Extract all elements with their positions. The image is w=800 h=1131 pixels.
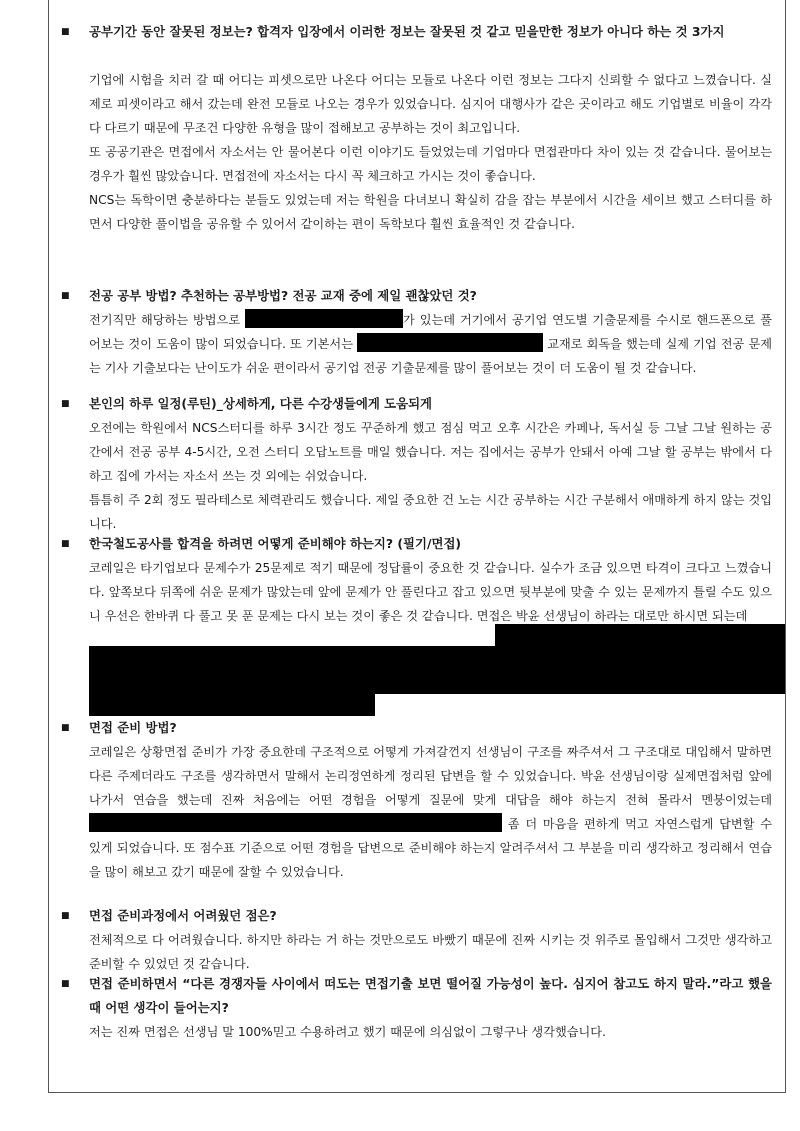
answer-body — [89, 1020, 772, 1044]
question-text: 면접 준비하면서 “다른 경쟁자들 사이에서 떠도는 면접기출 보면 떨어질 가능성이 높다. 심지어 참고도 하지 말라.”라고 했을 때 어떤 생각이 들어는지? — [89, 976, 772, 1015]
redaction-bar — [89, 813, 434, 832]
answer-text: 가 있는데 거기에서 공기업 연도별 기출문제를 수시로 핸드폰으로 풀어보는 것이 도움이 많이 되었습니다. 또 기본서는 — [89, 313, 773, 351]
bullet-icon: ■ — [61, 911, 70, 921]
question-text: 전공 공부 방법? 추천하는 공부방법? 전공 교재 중에 제일 괜찮았던 것? — [89, 288, 477, 303]
answer-text: 전기직만 해당하는 방법으로 — [89, 313, 246, 327]
bullet-icon: ■ — [61, 539, 70, 549]
answer-body — [89, 308, 772, 380]
question-text: 본인의 하루 일정(루틴)_상세하게, 다른 수강생들에게 도움되게 — [89, 396, 433, 411]
redaction-bar — [89, 646, 785, 694]
answer-paragraph: 오전에는 학원에서 NCS스터디를 하루 3시간 정도 꾸준하게 했고 점심 먹고 오후 시간은 카페나, 독서실 등 그날 그날 원하는 공간에서 전공 공부 4-5시간, 오전 스터디 오답노트를 매일 했습니다. 저는 집에서는 공부가 안돼서 아예 그날 할 공부는 밖에서 다 하고 집에 가서는 자소서 쓰는 것 외에는 쉬었습니다. — [89, 421, 772, 483]
answer-paragraph: 코레일은 타기업보다 문제수가 25문제로 적기 때문에 정답률이 중요한 것 같습니다. 실수가 조금 있으면 타격이 크다고 느꼈습니다. 앞쪽보다 뒤쪽에 쉬운 문제가 많았는데 앞에 문제가 안 풀린다고 잡고 있으면 뒷부분에 맞출 수 있는 문제까지 틀릴 수도 있으니 우선은 한바퀴 다 풀고 못 푼 문제는 다시 보는 것이 좋은 것 같습니다. 면접은 박윤 선생님이 하라는 대로만 하시면 되는데 — [89, 561, 772, 623]
page-frame — [48, 0, 786, 1093]
bullet-icon: ■ — [61, 291, 70, 301]
question-text: 면접 준비과정에서 어려웠던 점은? — [89, 908, 277, 923]
question-text: 면접 준비 방법? — [89, 720, 177, 735]
bullet-icon: ■ — [61, 723, 70, 733]
redaction-bar — [434, 813, 502, 832]
answer-text: 코레일은 상황면접 준비가 가장 중요한데 구조적으로 어떻게 가져갈껀지 선생님이 구조를 짜주셔서 그 구조대로 대입해서 말하면 다른 주제더라도 구조를 생각하면서 말해서 논리정연하게 정리된 답변을 할 수 있었습니다. 박윤 선생님이랑 실제면접처럼 앞에 나가서 연습을 했는데 진짜 처음에는 어떤 경험을 어떻게 질문에 맞게 대답을 해야 하는지 전혀 몰라서 멘붕이었는데 — [89, 745, 772, 807]
redaction-bar — [89, 694, 375, 716]
answer-body — [89, 68, 772, 236]
question-text: 공부기간 동안 잘못된 정보는? 합격자 입장에서 이러한 정보는 잘못된 것 같고 믿을만한 정보가 아니다 하는 것 3가지 — [89, 24, 725, 39]
answer-paragraph: NCS는 독학이면 충분하다는 분들도 있었는데 저는 학원을 다녀보니 확실히 감을 잡는 부분에서 시간을 세이브 했고 스터디를 하면서 다양한 풀이법을 공유할 수 있어서 같이하는 편이 독학보다 훨씬 효율적인 것 같습니다. — [89, 193, 772, 231]
answer-body — [89, 928, 772, 976]
answer-text: 좀 더 마음을 편하게 먹고 자연스럽게 답변할 수 있게 되었습니다. 또 점수표 기준으로 어떤 경험을 답변으로 준비해야 하는지 알려주셔서 그 부분을 미리 생각하고 정리해서 연습을 많이 해보고 갔기 때문에 잘할 수 있었습니다. — [89, 817, 772, 879]
redaction-bar — [245, 309, 403, 328]
answer-body — [89, 416, 772, 536]
answer-paragraph: 전체적으로 다 어려웠습니다. 하지만 하라는 거 하는 것만으로도 바빴기 때문에 진짜 시키는 것 위주로 몰입해서 그것만 생각하고 준비할 수 있었던 것 같습니다. — [89, 933, 772, 971]
answer-paragraph: 기업에 시험을 치러 갈 때 어디는 피셋으로만 나온다 어디는 모듈로 나온다 이런 정보는 그다지 신뢰할 수 없다고 느꼈습니다. 실제로 피셋이라고 해서 갔는데 완전 모듈로 나오는 경우가 있었습니다. 심지어 대행사가 같은 곳이라고 해도 기업별로 비율이 각각 다 다르기 때문에 무조건 다양한 유형을 많이 접해보고 공부하는 것이 최고입니다. — [89, 73, 772, 135]
question-text: 한국철도공사를 합격을 하려면 어떻게 준비해야 하는지? (필기/면접) — [89, 536, 462, 551]
answer-paragraph: 또 공공기관은 면접에서 자소서는 안 물어본다 이런 이야기도 들었었는데 기업마다 면접관마다 차이 있는 것 같습니다. 물어보는 경우가 훨씬 많았습니다. 면접전에 자소서는 다시 꼭 체크하고 가시는 것이 좋습니다. — [89, 145, 772, 183]
answer-paragraph — [89, 740, 772, 884]
redaction-bar — [357, 333, 543, 352]
bullet-icon: ■ — [61, 27, 70, 37]
answer-paragraph: 틈틈히 주 2회 정도 필라테스로 체력관리도 했습니다. 제일 중요한 건 노는 시간 공부하는 시간 구분해서 애매하게 하지 않는 것입니다. — [89, 493, 772, 531]
answer-body — [89, 556, 772, 628]
answer-body — [89, 740, 772, 884]
redaction-bar — [495, 624, 785, 646]
bullet-icon: ■ — [61, 399, 70, 409]
bullet-icon: ■ — [61, 979, 70, 989]
answer-paragraph: 저는 진짜 면접은 선생님 말 100%믿고 수용하려고 했기 때문에 의심없이 그렇구나 생각했습니다. — [89, 1025, 606, 1039]
answer-text: 교재로 회독을 했는데 실제 기업 전공 문제는 기사 기출보다는 난이도가 쉬운 편이라서 공기업 전공 기출문제를 많이 풀어보는 것이 더 도움이 될 것 같습니다. — [89, 337, 772, 375]
answer-paragraph — [89, 308, 772, 380]
